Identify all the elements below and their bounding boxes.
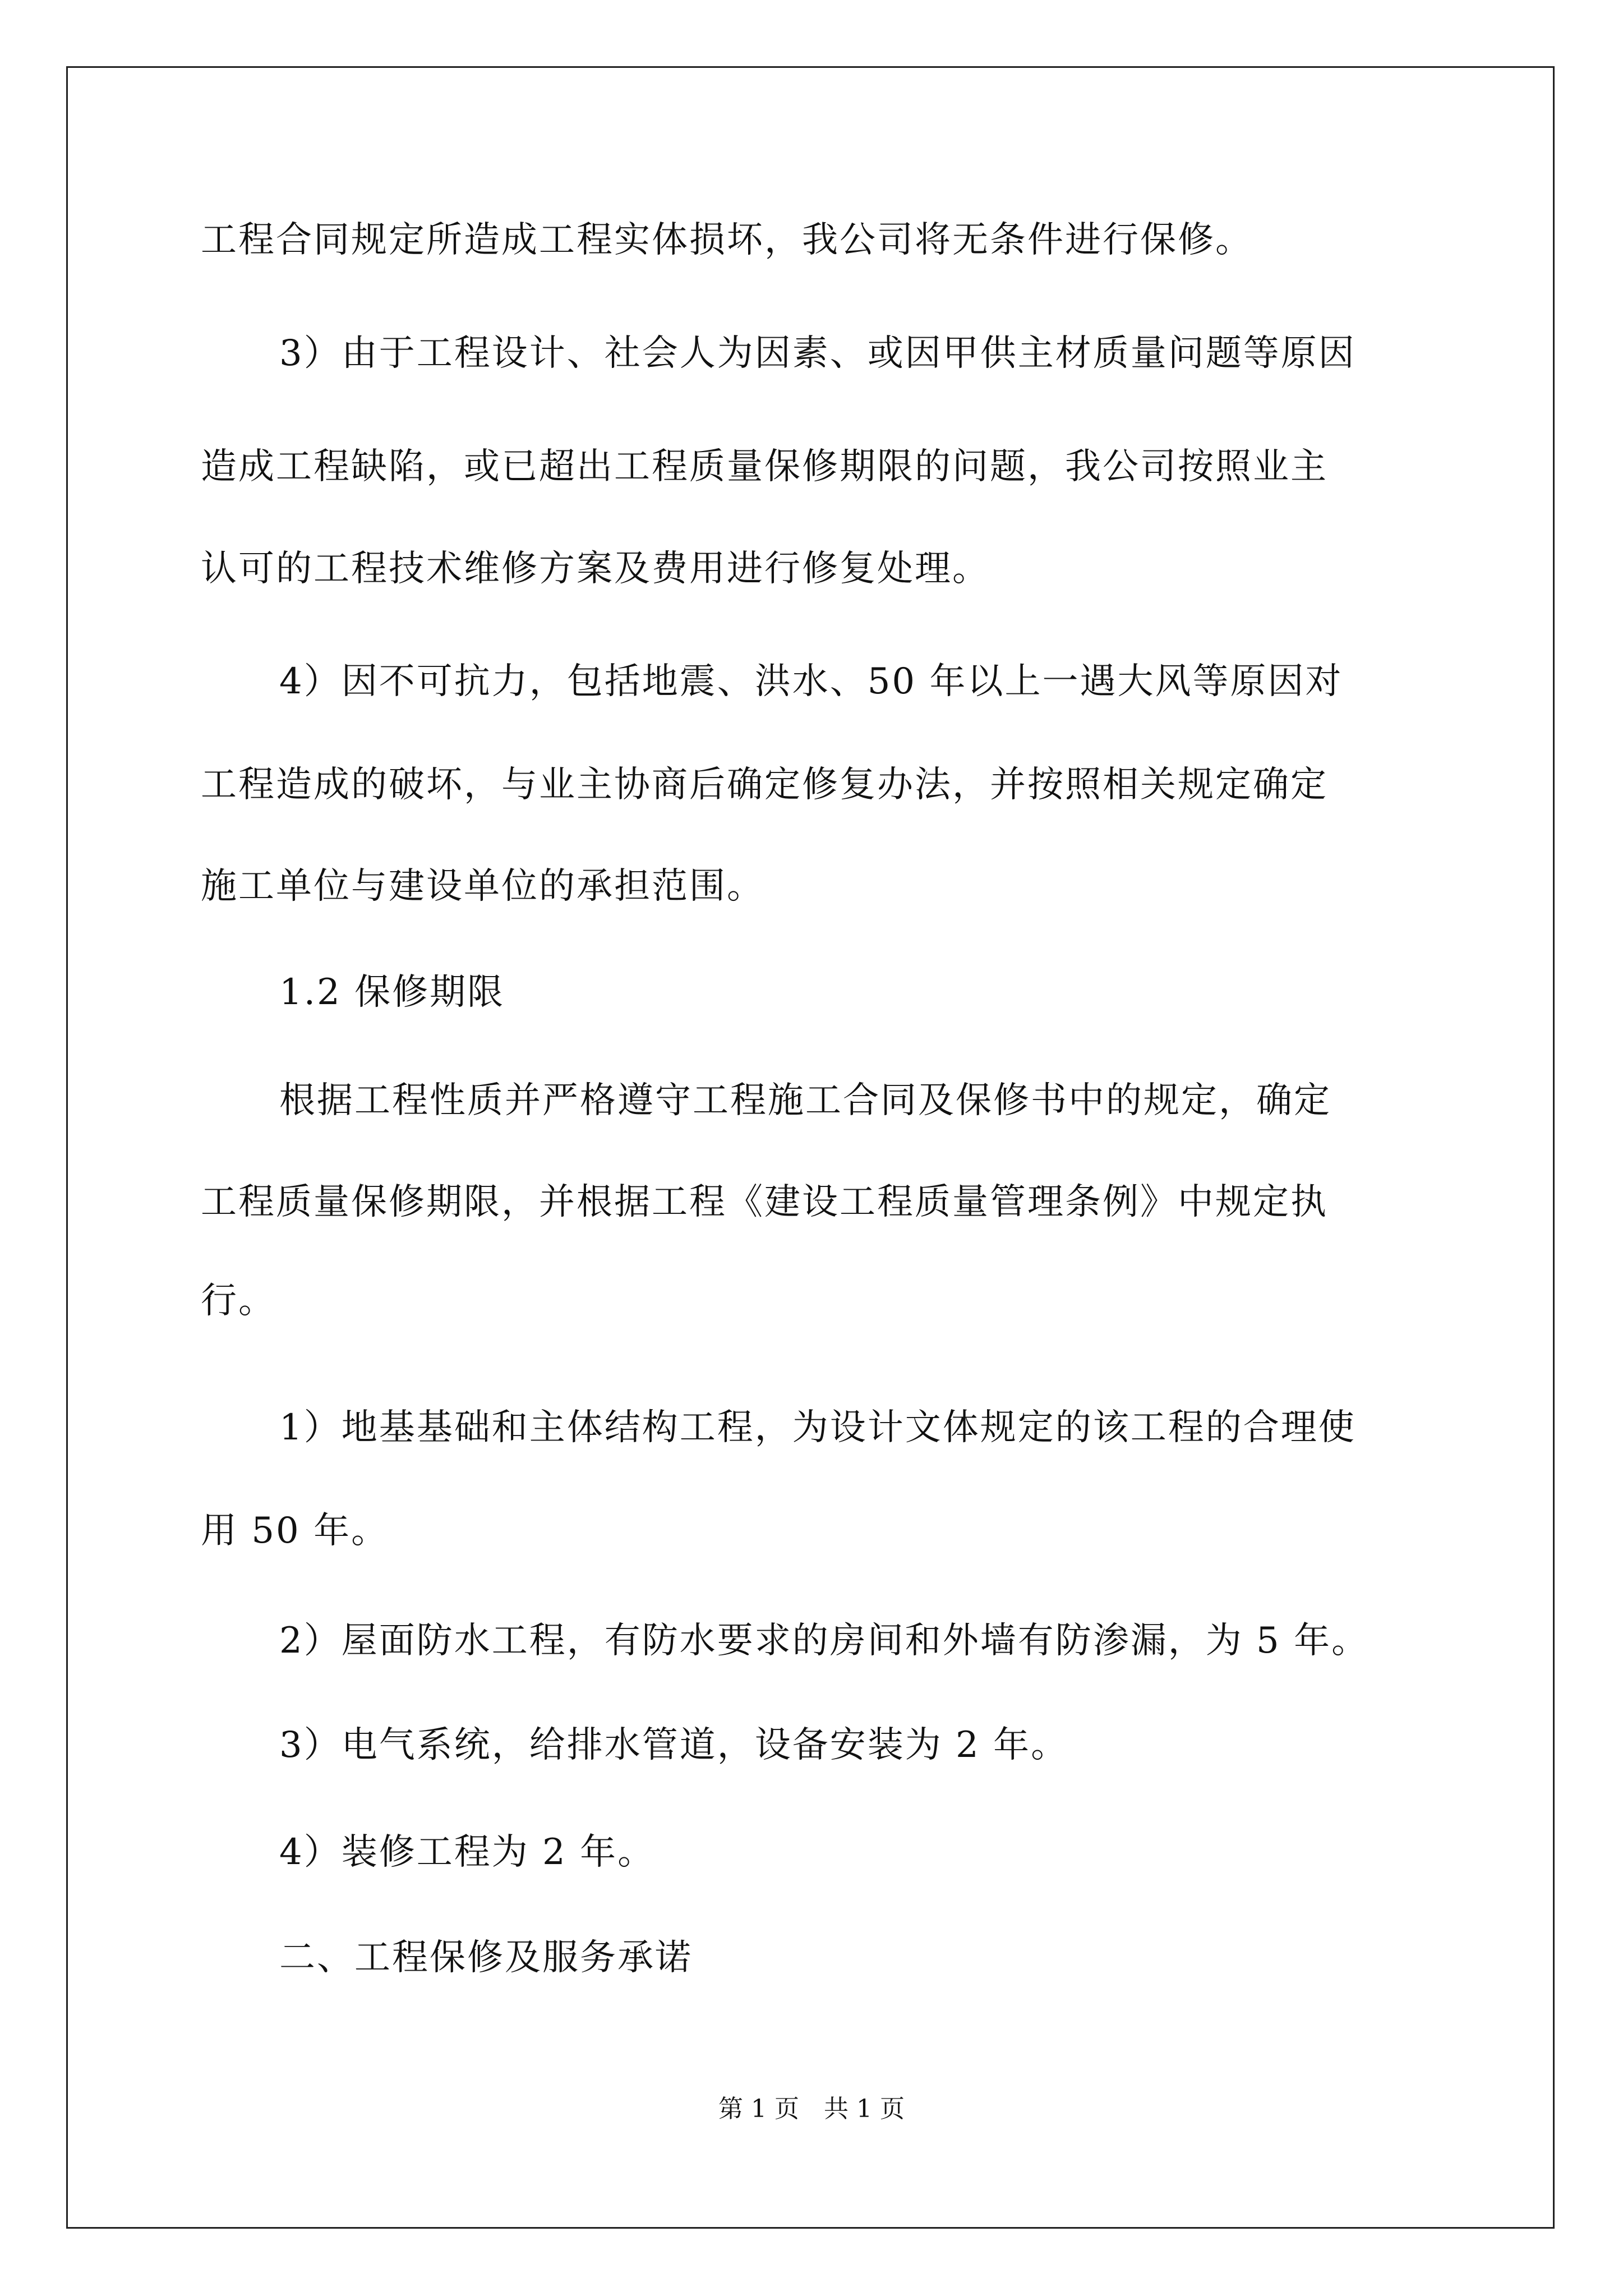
section-heading: 二、工程保修及服务承诺 [279, 1937, 693, 1978]
text-line: 2）屋面防水工程，有防水要求的房间和外墙有防渗漏，为 5 年。 [279, 1620, 1370, 1662]
text-line: 施工单位与建设单位的承担范围。 [201, 866, 764, 907]
text-line: 4）因不可抗力，包括地震、洪水、50 年以上一遇大风等原因对 [279, 661, 1343, 702]
text-line: 工程质量保修期限，并根据工程《建设工程质量管理条例》中规定执 [201, 1181, 1328, 1223]
text-line: 3）由于工程设计、社会人为因素、或因甲供主材质量问题等原因 [279, 333, 1356, 374]
text-line: 造成工程缺陷，或已超出工程质量保修期限的问题，我公司按照业主 [201, 446, 1328, 487]
text-line: 4）装修工程为 2 年。 [279, 1832, 656, 1873]
page-border [66, 66, 1555, 2229]
text-line: 工程造成的破坏，与业主协商后确定修复办法，并按照相关规定确定 [201, 764, 1328, 806]
page-footer: 第 1 页 共 1 页 [718, 2095, 905, 2123]
text-line: 1）地基基础和主体结构工程，为设计文体规定的该工程的合理使 [279, 1407, 1356, 1448]
text-line: 认可的工程技术维修方案及费用进行修复处理。 [201, 548, 990, 590]
text-line: 行。 [201, 1280, 276, 1322]
text-line: 根据工程性质并严格遵守工程施工合同及保修书中的规定，确定 [279, 1080, 1331, 1121]
text-line: 工程合同规定所造成工程实体损坏，我公司将无条件进行保修。 [201, 219, 1253, 261]
section-heading: 1.2 保修期限 [279, 972, 505, 1013]
text-line: 用 50 年。 [201, 1510, 389, 1552]
text-line: 3）电气系统，给排水管道，设备安装为 2 年。 [279, 1724, 1069, 1766]
